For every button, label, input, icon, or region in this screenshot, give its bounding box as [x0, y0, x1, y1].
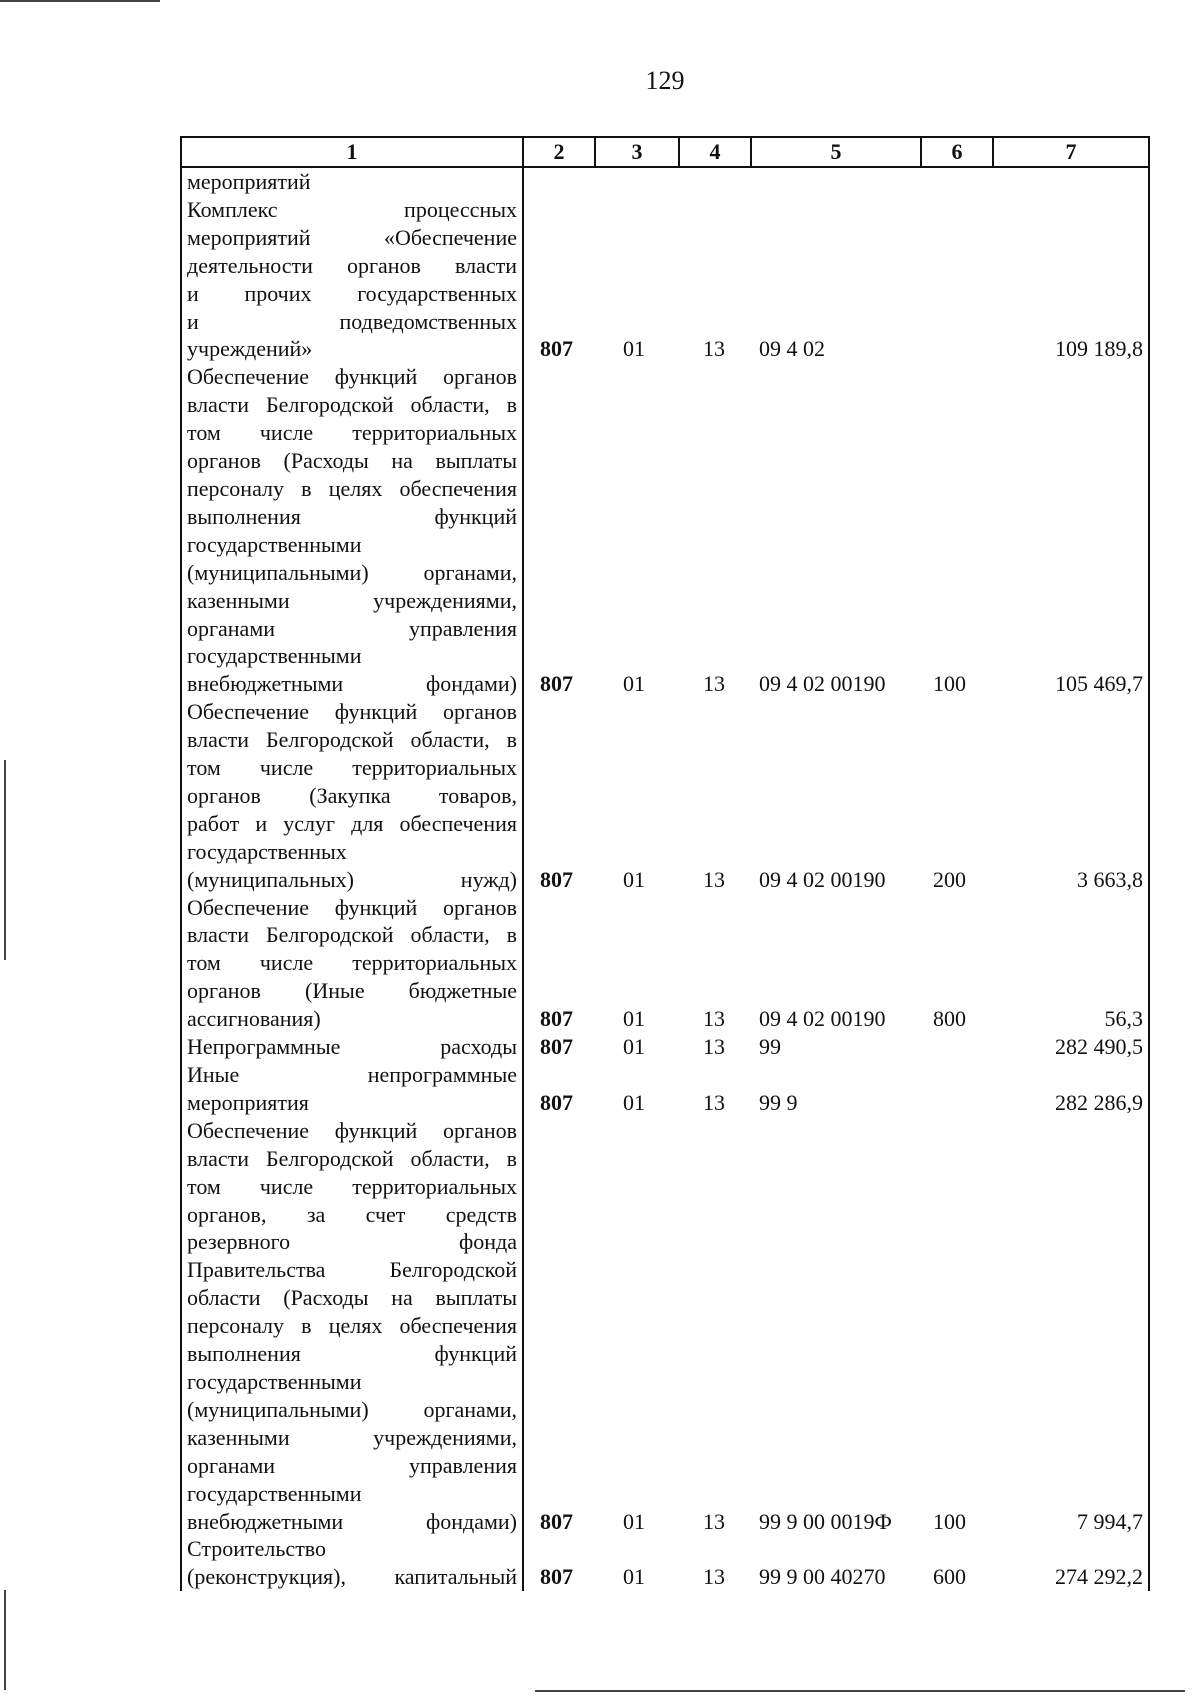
cell-amount: 282 490,5	[993, 1033, 1149, 1061]
description-line: власти Белгородской области, в	[187, 392, 517, 418]
cell-code-ministry: 807	[523, 363, 595, 698]
cell-code-ministry: 807	[523, 698, 595, 893]
row-description	[181, 1033, 523, 1061]
cell-subsection: 13	[703, 866, 725, 892]
top-rule	[0, 0, 160, 5]
description-line: органами управления	[187, 1452, 517, 1478]
table-row	[181, 1117, 1149, 1536]
table-row	[181, 894, 1149, 1034]
description-line: том числе территориальных	[187, 420, 517, 446]
description-line: Иные непрограммные	[187, 1062, 517, 1087]
description-line: Обеспечение функций органов	[187, 364, 517, 390]
description-line: власти Белгородской области, в	[187, 727, 517, 753]
col-header-3: 3	[595, 137, 679, 167]
cell-subsection: 13	[703, 336, 725, 362]
cell-code-ministry: 807	[523, 1117, 595, 1536]
description-line: казенными учреждениями,	[187, 1424, 517, 1450]
table-row	[181, 1061, 1149, 1117]
row-description	[181, 894, 523, 1034]
cell-amount: 56,3	[993, 894, 1149, 1034]
description-line: мероприятия	[187, 1089, 309, 1115]
cell-section: 01	[623, 1564, 645, 1590]
col-header-5: 5	[751, 137, 921, 167]
description-line: ассигнования)	[187, 1006, 321, 1032]
description-line: органов, за счет средств	[187, 1201, 517, 1227]
description-line: работ и услуг для обеспечения	[187, 810, 517, 836]
table-row	[181, 1033, 1149, 1061]
cell-code-ministry: 807	[523, 1535, 595, 1591]
description-line: внебюджетными фондами)	[187, 1508, 517, 1534]
description-line: органов (Расходы на выплаты	[187, 448, 517, 474]
description-line: области (Расходы на выплаты	[187, 1285, 517, 1311]
description-line: резервного фонда	[187, 1229, 517, 1255]
description-line: государственными	[187, 531, 362, 557]
cell-amount: 7 994,7	[993, 1117, 1149, 1536]
cell-expense-type	[921, 167, 993, 196]
cell-target-article: 99	[759, 1034, 781, 1060]
description-line: том числе территориальных	[187, 950, 517, 976]
col-header-4: 4	[679, 137, 751, 167]
cell-target-article: 09 4 02 00190	[759, 1006, 886, 1032]
description-line: государственными	[187, 1480, 362, 1506]
cell-amount: 274 292,2	[993, 1535, 1149, 1591]
cell-subsection: 13	[703, 1034, 725, 1060]
description-line: мероприятий «Обеспечение	[187, 224, 517, 250]
description-line: Обеспечение функций органов	[187, 699, 517, 725]
scan-edge-mark-lower	[4, 1590, 6, 1690]
header-row	[181, 137, 1149, 167]
cell-code-ministry: 807	[523, 894, 595, 1034]
cell-amount: 282 286,9	[993, 1061, 1149, 1117]
cell-subsection	[679, 167, 751, 196]
description-line: органами управления	[187, 615, 517, 641]
description-line: Обеспечение функций органов	[187, 1117, 517, 1143]
description-line: Комплекс процессных	[187, 196, 517, 222]
cell-section: 01	[623, 671, 645, 697]
row-description	[181, 1117, 523, 1536]
table-row	[181, 698, 1149, 893]
cell-section: 01	[623, 1089, 645, 1115]
description-line: государственными	[187, 643, 362, 669]
cell-expense-type: 200	[933, 866, 966, 892]
cell-section	[595, 167, 679, 196]
cell-target-article: 99 9	[759, 1089, 798, 1115]
cell-subsection: 13	[703, 1006, 725, 1032]
cell-target-article: 09 4 02 00190	[759, 671, 886, 697]
description-line: том числе территориальных	[187, 755, 517, 781]
description-line: персоналу в целях обеспечения	[187, 475, 517, 501]
description-line: органов (Иные бюджетные	[187, 978, 517, 1004]
bottom-rule	[535, 1690, 1185, 1692]
description-line: органов (Закупка товаров,	[187, 782, 517, 808]
budget-table	[180, 136, 1150, 1591]
table-row	[181, 363, 1149, 698]
description-line: выполнения функций	[187, 1341, 517, 1367]
col-header-2: 2	[523, 137, 595, 167]
cell-expense-type: 100	[933, 1508, 966, 1534]
cell-subsection: 13	[703, 1089, 725, 1115]
row-description	[181, 698, 523, 893]
row-description	[181, 196, 523, 363]
cell-code-ministry	[523, 167, 595, 196]
table-row	[181, 1535, 1149, 1591]
description-line: и подведомственных	[187, 308, 517, 334]
cell-target-article: 99 9 00 0019Ф	[759, 1508, 892, 1534]
cell-subsection: 13	[703, 1564, 725, 1590]
table-row	[181, 167, 1149, 196]
description-line: власти Белгородской области, в	[187, 922, 517, 948]
description-line: (муниципальными) органами,	[187, 559, 517, 585]
scan-edge-mark	[4, 760, 6, 960]
cell-amount: 109 189,8	[993, 196, 1149, 363]
row-description	[181, 1061, 523, 1117]
cell-section: 01	[623, 866, 645, 892]
row-description	[181, 363, 523, 698]
description-line: казенными учреждениями,	[187, 587, 517, 613]
table-row	[181, 196, 1149, 363]
description-line: (реконструкция), капитальный	[187, 1564, 517, 1590]
cell-amount: 3 663,8	[993, 698, 1149, 893]
description-line: выполнения функций	[187, 503, 517, 529]
cell-target-article: 09 4 02 00190	[759, 866, 886, 892]
cell-subsection: 13	[703, 1508, 725, 1534]
description-line: Правительства Белгородской	[187, 1257, 517, 1283]
col-header-6: 6	[921, 137, 993, 167]
cell-expense-type: 600	[933, 1564, 966, 1590]
cell-amount: 105 469,7	[993, 363, 1149, 698]
cell-expense-type: 800	[933, 1006, 966, 1032]
description-line: учреждений»	[187, 336, 313, 362]
page-number: 129	[645, 66, 685, 95]
description-line: мероприятий	[187, 169, 311, 194]
cell-expense-type: 100	[933, 671, 966, 697]
cell-section: 01	[623, 1508, 645, 1534]
cell-section: 01	[623, 336, 645, 362]
cell-target-article	[751, 167, 921, 196]
cell-section: 01	[623, 1034, 645, 1060]
row-description	[181, 1535, 523, 1591]
cell-expense-type	[921, 1033, 993, 1061]
description-line: государственными	[187, 1368, 362, 1394]
row-description	[181, 167, 523, 196]
cell-code-ministry: 807	[523, 1061, 595, 1117]
col-header-1: 1	[181, 137, 523, 167]
description-line: (муниципальных) нужд)	[187, 866, 517, 892]
cell-expense-type	[921, 196, 993, 363]
cell-section: 01	[623, 1006, 645, 1032]
description-line: том числе территориальных	[187, 1173, 517, 1199]
description-line: власти Белгородской области, в	[187, 1145, 517, 1171]
cell-amount	[993, 167, 1149, 196]
cell-expense-type	[921, 1061, 993, 1117]
cell-code-ministry: 807	[523, 196, 595, 363]
description-line: Обеспечение функций органов	[187, 894, 517, 920]
description-line: Строительство	[187, 1536, 327, 1562]
cell-target-article: 09 4 02	[759, 336, 825, 362]
description-line: деятельности органов власти	[187, 252, 517, 278]
description-line: и прочих государственных	[187, 280, 517, 306]
cell-code-ministry: 807	[523, 1033, 595, 1061]
col-header-7: 7	[993, 137, 1149, 167]
description-line: (муниципальными) органами,	[187, 1396, 517, 1422]
description-line: государственных	[187, 838, 347, 864]
cell-subsection: 13	[703, 671, 725, 697]
cell-target-article: 99 9 00 40270	[759, 1564, 886, 1590]
description-line: Непрограммные расходы	[187, 1034, 517, 1060]
description-line: персоналу в целях обеспечения	[187, 1313, 517, 1339]
description-line: внебюджетными фондами)	[187, 671, 517, 697]
